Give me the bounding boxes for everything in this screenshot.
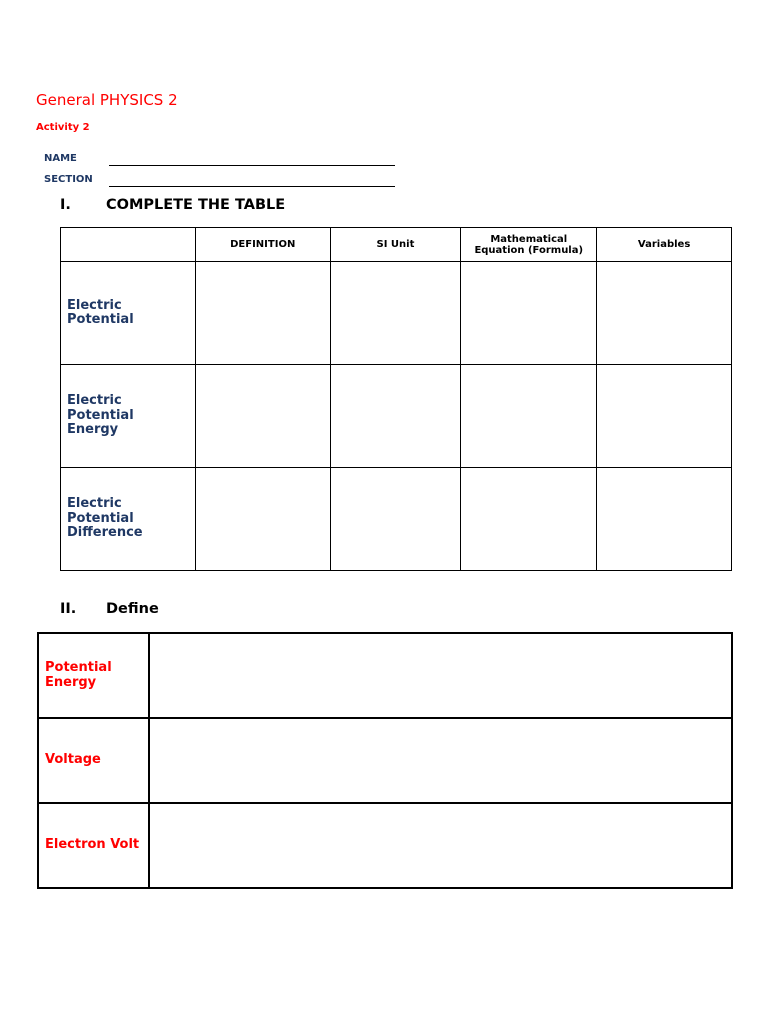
definition-cell[interactable] (149, 718, 732, 803)
name-field[interactable] (109, 165, 395, 166)
complete-table (60, 227, 732, 571)
table-row (38, 803, 732, 888)
header-cell-si-unit: SI Unit (330, 228, 461, 262)
table-row (38, 718, 732, 803)
part2-number: II. (60, 601, 77, 617)
section-label: SECTION (44, 174, 93, 185)
define-table (37, 632, 733, 889)
header-cell-definition: DEFINITION (195, 228, 330, 262)
definition-cell[interactable] (149, 633, 732, 718)
part1-title: COMPLETE THE TABLE (106, 197, 286, 213)
answer-cell[interactable] (461, 468, 597, 571)
part2-heading (60, 601, 159, 617)
row-label-electric-potential: Electric Potential (61, 262, 196, 365)
header-cell-equation: Mathematical Equation (Formula) (461, 228, 597, 262)
row-label-potential-energy: Potential Energy (38, 633, 149, 718)
answer-cell[interactable] (330, 365, 461, 468)
answer-cell[interactable] (597, 365, 732, 468)
header-cell-blank (61, 228, 196, 262)
answer-cell[interactable] (461, 365, 597, 468)
answer-cell[interactable] (461, 262, 597, 365)
name-label: NAME (44, 153, 77, 164)
table-row (61, 365, 732, 468)
answer-cell[interactable] (330, 468, 461, 571)
answer-cell[interactable] (330, 262, 461, 365)
answer-cell[interactable] (597, 468, 732, 571)
table-row (38, 633, 732, 718)
row-label-electric-potential-difference: Electric Potential Difference (61, 468, 196, 571)
row-label-electric-potential-energy: Electric Potential Energy (61, 365, 196, 468)
answer-cell[interactable] (195, 468, 330, 571)
table-row (61, 262, 732, 365)
table-row (61, 468, 732, 571)
definition-cell[interactable] (149, 803, 732, 888)
section-field[interactable] (109, 186, 395, 187)
row-label-voltage: Voltage (38, 718, 149, 803)
table-header-row (61, 228, 732, 262)
answer-cell[interactable] (195, 365, 330, 468)
answer-cell[interactable] (597, 262, 732, 365)
part1-number: I. (60, 197, 71, 213)
activity-label: Activity 2 (36, 122, 90, 133)
part2-title: Define (106, 601, 159, 617)
document-title: General PHYSICS 2 (36, 91, 178, 109)
header-cell-variables: Variables (597, 228, 732, 262)
answer-cell[interactable] (195, 262, 330, 365)
row-label-electron-volt: Electron Volt (38, 803, 149, 888)
part1-heading (60, 197, 285, 213)
